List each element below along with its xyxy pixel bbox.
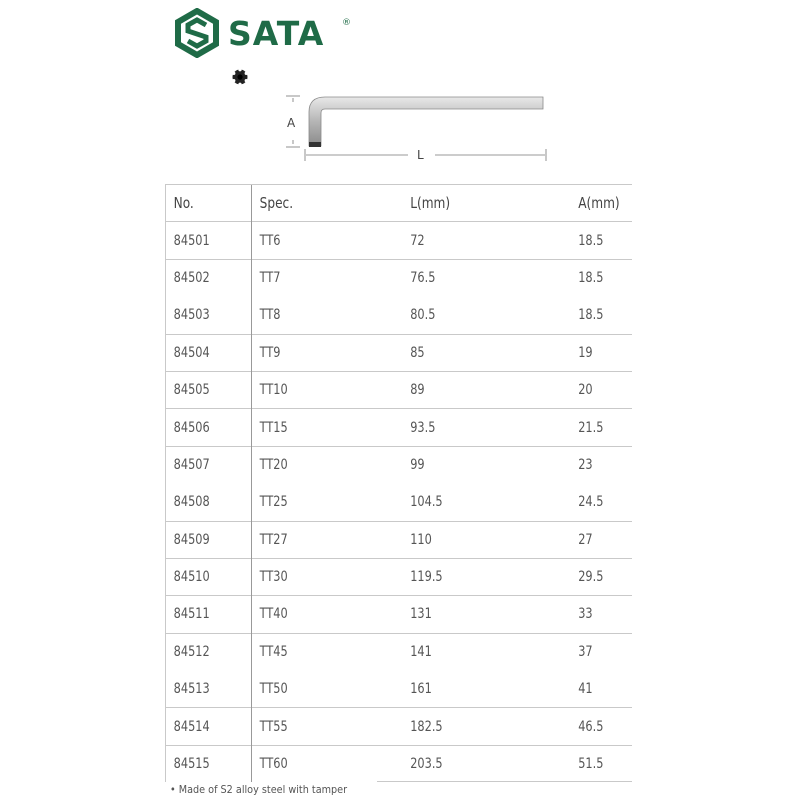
cell-a: 41 [578, 681, 593, 698]
cell-a: 18.5 [578, 307, 604, 324]
cell-no: 84510 [166, 558, 243, 595]
cell-a: 19 [571, 334, 626, 371]
cell-length: 203.5 [403, 745, 554, 782]
header-length: L(mm) [403, 185, 554, 222]
cell-a: 37 [571, 633, 626, 670]
table-row [166, 633, 633, 670]
registered-mark: ® [342, 18, 351, 28]
cell-no: 84504 [166, 334, 243, 371]
cell-length: 80.5 [410, 307, 436, 324]
cell-spec: TT10 [252, 371, 388, 408]
cell-spec: TT6 [252, 222, 388, 259]
cell-spec: TT40 [252, 596, 388, 633]
dimension-a-label: A [287, 116, 296, 130]
cell-a: 20 [571, 371, 626, 408]
table-row [166, 334, 633, 371]
cell-a: 46.5 [571, 708, 626, 745]
cell-no: 84506 [166, 409, 243, 446]
table-row [166, 708, 633, 745]
cell-no: 84515 [166, 745, 243, 782]
cell-a: 51.5 [571, 745, 626, 782]
cell-spec: TT55 [252, 708, 388, 745]
material-note: • Made of S2 alloy steel with tamper [170, 784, 348, 796]
cell-length: 119.5 [403, 558, 554, 595]
cell-no: 84508 [166, 484, 243, 521]
cell-a: 29.5 [571, 558, 626, 595]
table-row [166, 297, 633, 334]
sata-hexagon-icon [172, 8, 222, 58]
cell-length: 104.5 [410, 494, 443, 511]
cell-length: 76.5 [403, 259, 554, 296]
cell-no: 84501 [166, 222, 243, 259]
header-spec: Spec. [252, 185, 388, 222]
cell-a: 21.5 [571, 409, 626, 446]
cell-no: 84514 [166, 708, 243, 745]
table-header-row [166, 185, 633, 222]
cell-no: 84511 [166, 596, 243, 633]
table-row [166, 745, 633, 782]
table-row [166, 484, 633, 521]
table-row [166, 446, 633, 483]
cell-length: 93.5 [403, 409, 554, 446]
cell-a: 18.5 [571, 222, 626, 259]
cell-spec: TT20 [252, 446, 388, 483]
cell-a: 23 [571, 446, 626, 483]
cell-spec: TT8 [252, 297, 388, 334]
cell-a: 24.5 [578, 494, 604, 511]
cell-spec: TT27 [252, 521, 388, 558]
header-a: A(mm) [571, 185, 626, 222]
cell-no: 84507 [166, 446, 243, 483]
cell-length: 85 [403, 334, 554, 371]
table-row [166, 222, 633, 259]
cell-length: 182.5 [403, 708, 554, 745]
dimension-l-label: L [417, 148, 424, 162]
wrench-diagram [225, 60, 565, 175]
cell-no: 84512 [166, 633, 243, 670]
cell-spec: TT25 [252, 484, 388, 521]
cell-length: 89 [403, 371, 554, 408]
header-no: No. [166, 185, 243, 222]
table-row [166, 409, 633, 446]
table-row [166, 259, 633, 296]
cell-spec: TT9 [252, 334, 388, 371]
cell-length: 110 [403, 521, 554, 558]
cell-spec: TT50 [252, 671, 388, 708]
cell-no: 84503 [166, 297, 243, 334]
cell-spec: TT30 [252, 558, 388, 595]
table-row [166, 521, 633, 558]
cell-spec: TT15 [252, 409, 388, 446]
cell-no: 84505 [166, 371, 243, 408]
cell-length: 72 [403, 222, 554, 259]
table-row [166, 671, 633, 708]
cell-no: 84509 [166, 521, 243, 558]
cell-length: 161 [410, 681, 432, 698]
cell-length: 99 [403, 446, 554, 483]
cell-length: 141 [403, 633, 554, 670]
cell-no: 84513 [166, 671, 243, 708]
table-row [166, 558, 633, 595]
cell-spec: TT45 [252, 633, 388, 670]
cell-a: 18.5 [571, 259, 626, 296]
spec-table [165, 184, 632, 782]
cell-length: 131 [403, 596, 554, 633]
table-row [166, 371, 633, 408]
table-row [166, 596, 633, 633]
brand-name: SATA [228, 14, 325, 53]
cell-no: 84502 [166, 259, 243, 296]
l-wrench-icon [225, 60, 565, 175]
sata-logo [172, 8, 352, 58]
cell-spec: TT7 [252, 259, 388, 296]
table-bottom-border [377, 781, 632, 782]
cell-a: 27 [571, 521, 626, 558]
cell-spec: TT60 [252, 745, 388, 782]
cell-a: 33 [571, 596, 626, 633]
